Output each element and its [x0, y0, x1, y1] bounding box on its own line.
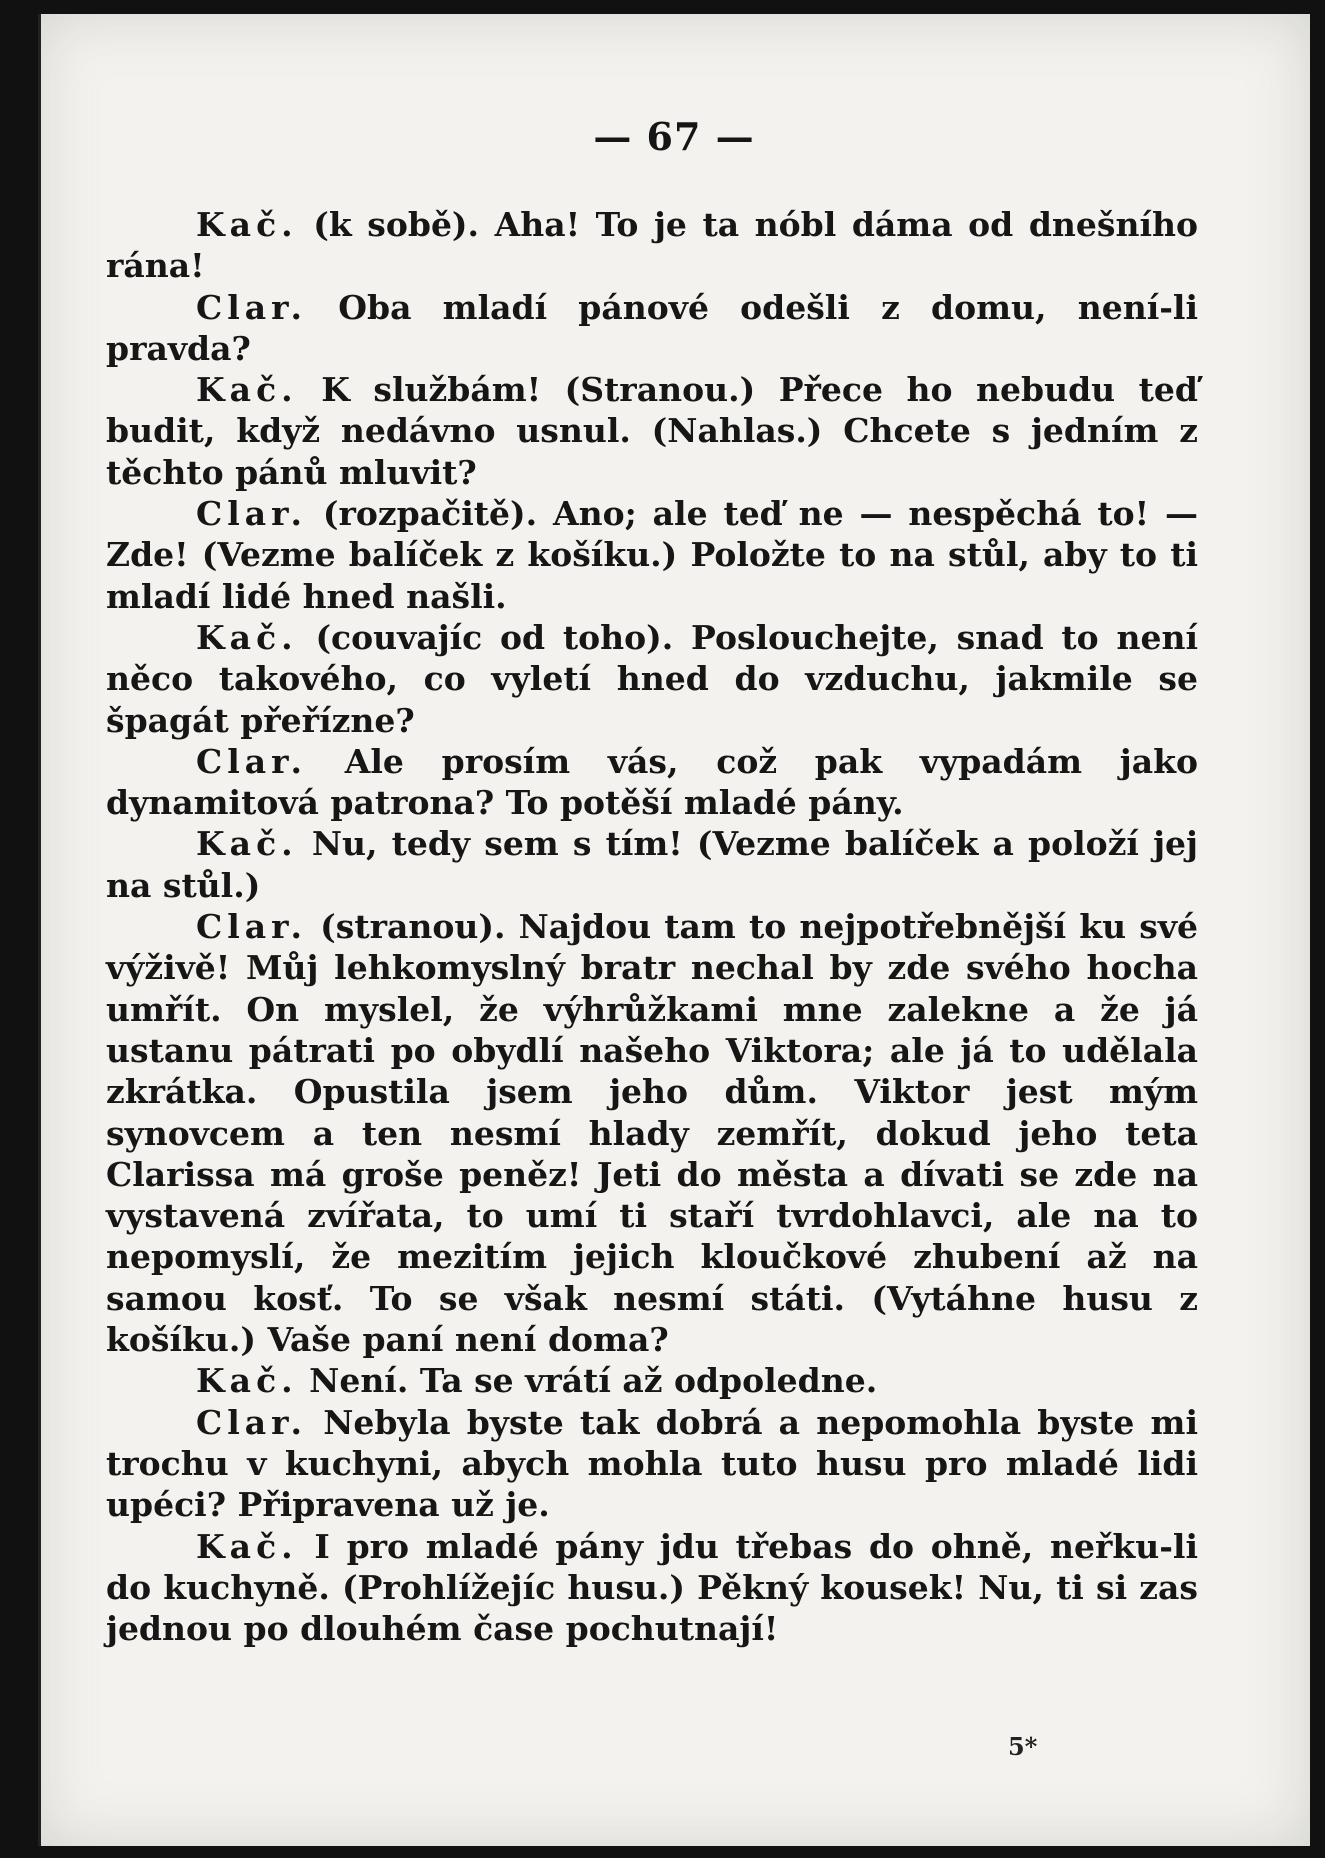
dialogue-text: (couvajíc od toho). Poslouchejte, snad to není něco takového, co vyletí hned do vzduchu, jakmile se špagát přeřízne? — [106, 617, 1198, 740]
speaker-name: Kač. — [196, 1526, 298, 1566]
dialogue-text: Nu, tedy sem s tím! (Vezme balíček a položí jej na stůl.) — [106, 824, 1198, 905]
speaker-name: Clar. — [196, 907, 308, 947]
speaker-name: Clar. — [196, 494, 308, 534]
dialogue-paragraph — [106, 1402, 1198, 1526]
speaker-name: Clar. — [196, 741, 308, 781]
dialogue-text: (k sobě). Aha! To je ta nóbl dáma od dnešního rána! — [106, 205, 1198, 286]
page-number: — 67 — — [593, 114, 755, 159]
speaker-name: Clar. — [196, 287, 308, 327]
dialogue-paragraph — [106, 741, 1198, 824]
speaker-name: Clar. — [196, 1402, 308, 1442]
dialogue-text: K službám! (Stranou.) Přece ho nebudu teď budit, když nedávno usnul. (Nahlas.) Chcete s jedním z těchto pánů mluvit? — [106, 370, 1198, 492]
dialogue-body — [106, 204, 1198, 1649]
speaker-name: Kač. — [196, 824, 298, 864]
dialogue-text: I pro mladé pány jdu třebas do ohně, neřku-li do kuchyně. (Prohlížejíc husu.) Pěkný kousek! Nu, ti si zas jednou po dlouhém čase pochutnají! — [106, 1526, 1198, 1649]
dialogue-text: (stranou). Najdou tam to nejpotřebnější ku své výživě! Můj lehkomyslný bratr nechal by zde svého hocha umřít. On myslel, že výhrůžkami mne zalekne a že já ustanu pátrati po obydlí našeho Viktora; ale já to udělala zkrátka. Opustila jsem jeho dům. Viktor jest mým synovcem a ten nesmí hlady zemřít, dokud jeho teta Clarissa má groše peněz! Jeti do města a dívati se zde na vystavená zvířata, to umí ti staří tvrdohlavci, ale na to nepomyslí, že mezitím jejich kloučkové zhubení až na samou kosť. To se však nesmí státi. (Vytáhne husu z košíku.) Vaše paní není doma? — [106, 907, 1198, 1360]
dialogue-text: Ale prosím vás, což pak vypadám jako dynamitová patrona? To potěší mladé pány. — [106, 741, 1198, 823]
dialogue-text: Nebyla byste tak dobrá a nepomohla byste mi trochu v kuchyni, abych mohla tuto husu pro mladé lidi upéci? Připravena už je. — [106, 1402, 1198, 1525]
dialogue-paragraph — [106, 204, 1198, 287]
dialogue-paragraph — [106, 906, 1198, 1360]
dialogue-paragraph — [106, 823, 1198, 906]
dialogue-paragraph — [106, 287, 1198, 370]
page-edge-line — [38, 14, 41, 1846]
dialogue-paragraph — [106, 1526, 1198, 1650]
dialogue-text: Oba mladí pánové odešli z domu, není-li pravda? — [106, 287, 1199, 368]
speaker-name: Kač. — [196, 1361, 298, 1401]
speaker-name: Kač. — [196, 370, 298, 410]
dialogue-paragraph — [106, 493, 1198, 617]
speaker-name: Kač. — [196, 617, 298, 657]
book-page — [38, 14, 1310, 1846]
dialogue-paragraph — [106, 1360, 1198, 1401]
speaker-name: Kač. — [196, 205, 298, 244]
dialogue-paragraph — [106, 369, 1198, 493]
dialogue-text: Není. Ta se vrátí až odpoledne. — [309, 1361, 878, 1401]
signature-mark: 5* — [1008, 1732, 1038, 1761]
dialogue-paragraph — [106, 617, 1198, 741]
dialogue-text: (rozpačitě). Ano; ale teď ne — nespěchá to! — Zde! (Vezme balíček z košíku.) Položte to na stůl, aby to ti mladí lidé hned našli. — [106, 494, 1198, 616]
